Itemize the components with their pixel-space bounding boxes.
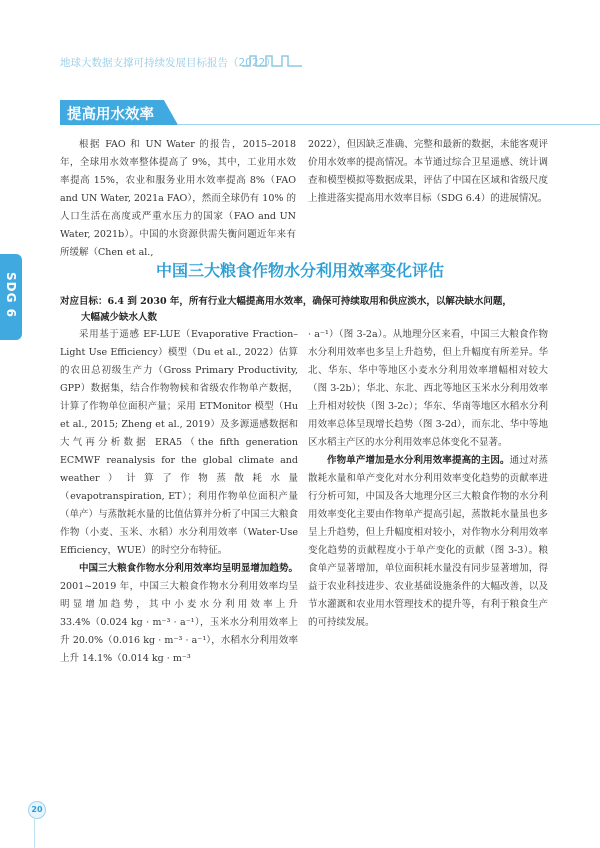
intro-left-column [60,136,296,262]
target-text-1: 6.4 到 2030 年，所有行业大幅提高用水效率，确保可持续取用和供应淡水，以解决缺水问题， [107,296,512,307]
trend-paragraph [60,560,298,668]
target-line-2: 大幅减少缺水人数 [81,312,158,323]
intro-right-paragraph: 2022），但因缺乏准确、完整和最新的数据，未能客观评价用水效率的提高情况。本节通过综合卫星遥感、统计调查和模型模拟等数据成果，评估了中国在区域和省级尺度上推进落实提高用水效率目标（SDG 6.4）的进展情况。 [308,139,548,204]
cause-heading: 作物单产增加是水分利用效率提高的主因。 [327,455,510,466]
region-paragraph: · a⁻¹）（图 3-2a）。从地理分区来看，中国三大粮食作物水分利用效率也多呈上升趋势，但上升幅度有所差异。华北、华东、华中等地区小麦水分利用效率增幅相对较大（图 3-2b）；华北、东北、西北等地区玉米水分利用效率上升相对较快（图 3-2c）；华东、华南等地区水稻水分利用效率总体呈现增长趋势（图 3-2d），而东北、华中等地区水稻主产区的水分利用效率总体变化不显著。 [308,329,548,448]
body-right-column [308,326,548,632]
section-title: 提高用水效率 [67,107,154,123]
section-rule [178,124,600,125]
intro-left-paragraph: 根据 FAO 和 UN Water 的报告，2015–2018 年，全球用水效率整体提高了 9%，其中，工业用水效率提高 15%，农业和服务业用水效率提高 8%（FAO and UN Water, 2021a FAO），然而全球仍有 10% 的人口生活在高度或严重水压力的国家（FAO and UN Water, 2021b）。中国的水资源供需失衡问题近年来有所缓解（Chen et al., [60,139,296,258]
intro-right-column [308,136,548,208]
header-deco-icon [242,54,302,68]
trend-heading: 中国三大粮食作物水分利用效率均呈明显增加趋势。 [79,563,298,574]
page-number: 20 [28,801,46,819]
cause-text: 通过对蒸散耗水量和单产变化对水分利用效率变化趋势的贡献率进行分析可知，中国及各大地理分区三大粮食作物的水分利用效率变化主要由作物单产提高引起，蒸散耗水量虽也多呈上升趋势，但上升幅度相对较小，对作物水分利用效率变化趋势的贡献程度小于单产变化的贡献（图 3-3）。粮食单产显著增加，单位面积耗水量没有同步显著增加，得益于农业科技进步、农业基础设施条件的大幅改善，以及节水灌溉和农业用水管理技术的提升等，有利于粮食生产的可持续发展。 [308,455,548,628]
trend-text: 2001~2019 年，中国三大粮食作物水分利用效率均呈明显增加趋势，其中小麦水分利用效率上升 33.4%（0.024 kg · m⁻³ · a⁻¹），玉米水分利用效率上升 20.0%（0.016 kg · m⁻³ · a⁻¹），水稻水分利用效率上升 14.1%（0.014 kg · m⁻³ [60,581,298,664]
cause-paragraph [308,452,548,632]
target-statement [60,294,540,326]
running-header: 地球大数据支撑可持续发展目标报告（2022） [60,57,276,69]
target-label: 对应目标： [60,296,108,307]
subsection-title: 中国三大粮食作物水分利用效率变化评估 [155,261,444,280]
sdg-side-tab-label: SDG 6 [4,272,18,318]
body-left-column [60,326,298,668]
target-line-1 [60,294,540,310]
page-number-line [34,818,35,848]
method-paragraph: 采用基于遥感 EF-LUE（Evaporative Fraction–Light Use Efficiency）模型（Du et al., 2022）估算的农田总初级生产力（Gross Primary Productivity, GPP）数据集，结合作物物候和省级农作物单产数据，计算了作物单位面积产量；采用 ETMonitor 模型（Hu et al., 2015; Zheng et al., 2019）及多源遥感数据和大气再分析数据 ERA5（the fifth generation ECMWF reanalysis for the global climate and weather）计算了作物蒸散耗水量（evapotranspiration, ET）；利用作物单位面积产量（单产）与蒸散耗水量的比值估算并分析了中国三大粮食作物（小麦、玉米、水稻）水分利用效率（Water-Use Efficiency，WUE）的时空分布特征。 [60,329,298,556]
